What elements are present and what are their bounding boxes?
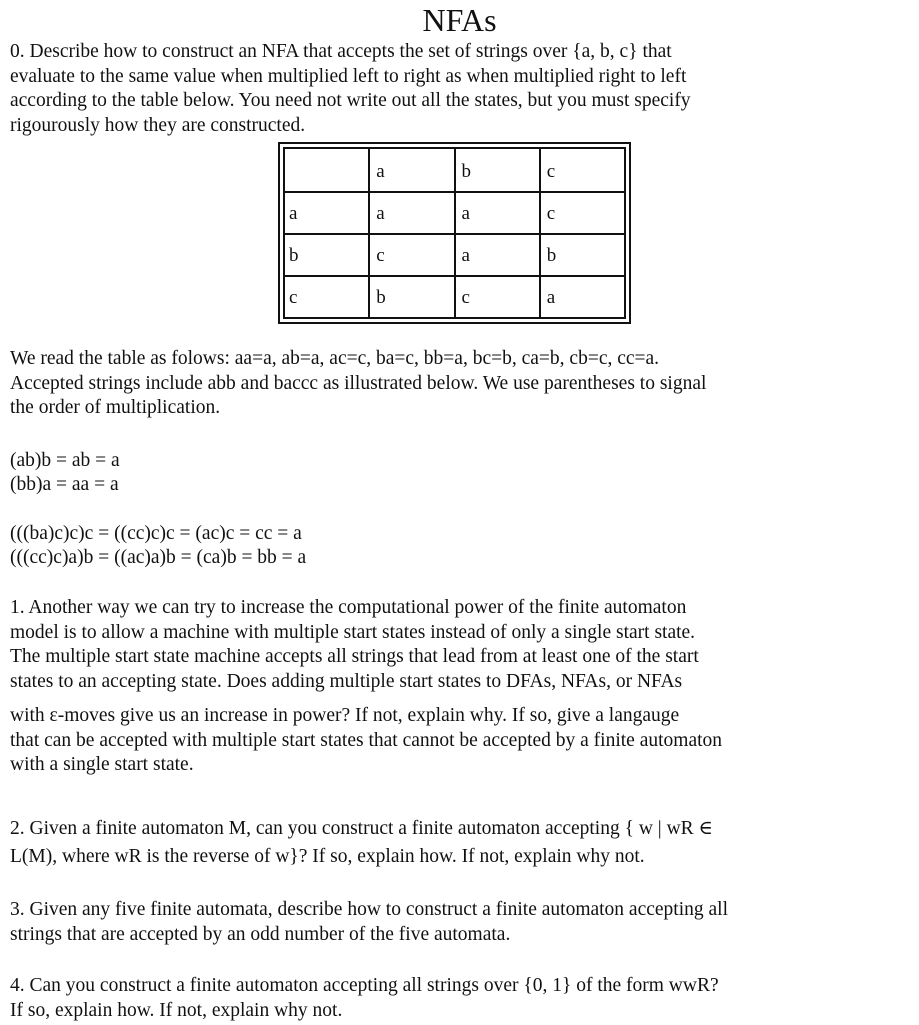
table-cell: c bbox=[455, 276, 540, 318]
problem-1-line: with a single start state. bbox=[10, 754, 194, 775]
problem-1-line: states to an accepting state. Does adding multiple start states to DFAs, NFAs, or NFAs bbox=[10, 670, 683, 692]
table-row-header: a bbox=[284, 192, 369, 234]
table-row-header: b bbox=[284, 234, 369, 276]
problem-1-line: The multiple start state machine accepts all strings that lead from at least one of the start bbox=[10, 646, 699, 667]
table-header-cell: a bbox=[369, 148, 454, 192]
problem-4 bbox=[10, 974, 910, 1023]
problem-0-line: 0. Describe how to construct an NFA that accepts the set of strings over {a, b, c} that bbox=[10, 41, 672, 62]
table-row bbox=[284, 192, 625, 234]
problem-0-line: according to the table below. You need not write out all the states, but you must specify bbox=[10, 90, 691, 111]
problem-2-line: L(M), where wR is the reverse of w}? If so, explain how. If not, explain why not. bbox=[10, 845, 645, 867]
explanation-line: the order of multiplication. bbox=[10, 397, 221, 418]
explanation-line: We read the table as folows: aa=a, ab=a, ac=c, ba=c, bb=a, bc=b, ca=b, cb=c, cc=a. bbox=[10, 348, 660, 369]
problem-0 bbox=[10, 40, 910, 138]
problem-0-line: evaluate to the same value when multiplied left to right as when multiplied right to left bbox=[10, 65, 687, 87]
table-row bbox=[284, 276, 625, 318]
table-cell: a bbox=[369, 192, 454, 234]
table-cell: a bbox=[455, 192, 540, 234]
problem-1 bbox=[10, 596, 910, 778]
table-header-row bbox=[284, 148, 625, 192]
table-cell: c bbox=[540, 192, 625, 234]
table-cell: b bbox=[369, 276, 454, 318]
problem-3-line: strings that are accepted by an odd number of the five automata. bbox=[10, 923, 511, 945]
problem-4-line: 4. Can you construct a finite automaton accepting all strings over {0, 1} of the form wwR? bbox=[10, 975, 719, 996]
problem-2-line: 2. Given a finite automaton M, can you construct a finite automaton accepting { w | wR ∈ bbox=[10, 818, 713, 839]
table-row-header: c bbox=[284, 276, 369, 318]
problem-0-line: rigourously how they are constructed. bbox=[10, 114, 306, 136]
example-equation: (((ba)c)c)c = ((cc)c)c = (ac)c = cc = a bbox=[10, 523, 302, 544]
table-header-cell: b bbox=[455, 148, 540, 192]
example-equation: (((cc)c)a)b = ((ac)a)b = (ca)b = bb = a bbox=[10, 547, 307, 568]
table-cell: b bbox=[540, 234, 625, 276]
explanation-line: Accepted strings include abb and baccc as illustrated below. We use parentheses to signal bbox=[10, 372, 707, 394]
problem-3 bbox=[10, 898, 910, 947]
table-cell: a bbox=[540, 276, 625, 318]
problem-1-line: model is to allow a machine with multiple start states instead of only a single start state. bbox=[10, 621, 696, 643]
multiplication-table bbox=[278, 142, 631, 324]
table-corner-cell bbox=[284, 148, 369, 192]
table-cell: c bbox=[369, 234, 454, 276]
problem-1-line: that can be accepted with multiple start states that cannot be accepted by a finite automaton bbox=[10, 729, 723, 751]
problem-3-line: 3. Given any five finite automata, describe how to construct a finite automaton accepting all bbox=[10, 899, 729, 920]
table-row bbox=[284, 234, 625, 276]
table-explanation bbox=[10, 347, 910, 421]
problem-4-line: If so, explain how. If not, explain why not. bbox=[10, 999, 343, 1021]
table-header-cell: c bbox=[540, 148, 625, 192]
problem-2 bbox=[10, 817, 910, 869]
problem-1-line: with ε-moves give us an increase in power? If not, explain why. If so, give a langauge bbox=[10, 705, 680, 726]
table-cell: a bbox=[455, 234, 540, 276]
example-equation: (bb)a = aa = a bbox=[10, 474, 119, 495]
page-title: NFAs bbox=[422, 2, 497, 38]
example-equation: (ab)b = ab = a bbox=[10, 450, 120, 471]
problem-1-line: 1. Another way we can try to increase the computational power of the finite automaton bbox=[10, 597, 687, 618]
